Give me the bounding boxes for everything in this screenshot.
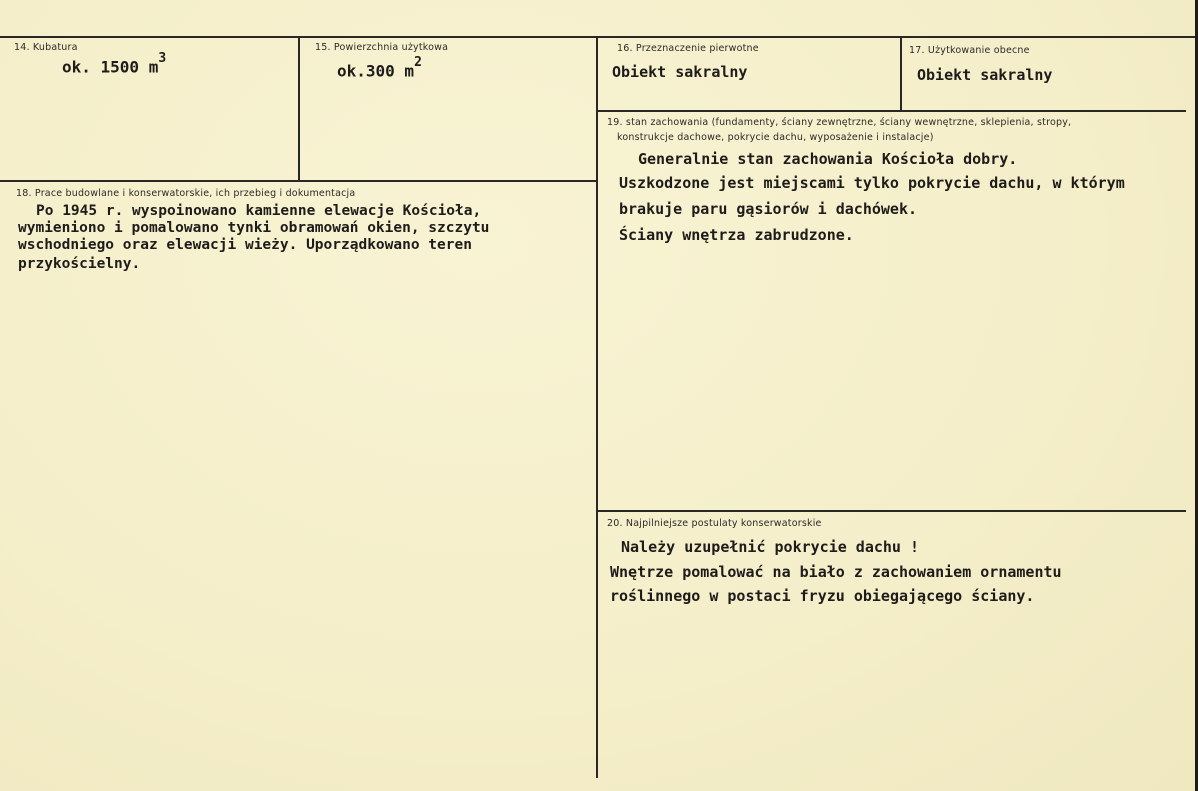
field-15-value	[337, 55, 422, 81]
field-20-line-1: Należy uzupełnić pokrycie dachu !	[621, 538, 920, 556]
divider-14-15	[298, 37, 300, 181]
field-15-exponent: 2	[414, 55, 422, 70]
field-17-label: 17. Użytkowanie obecne	[909, 45, 1030, 56]
field-19-label-line-2: konstrukcje dachowe, pokrycie dachu, wyposażenie i instalacje)	[617, 132, 934, 143]
rule-under-14-15	[0, 180, 598, 182]
field-14-exponent: 3	[158, 51, 167, 66]
field-14-label: 14. Kubatura	[14, 42, 78, 53]
field-15-label: 15. Powierzchnia użytkowa	[315, 42, 449, 53]
field-14-value	[62, 51, 167, 77]
field-17-value: Obiekt sakralny	[917, 66, 1053, 84]
rule-under-16-17	[598, 110, 1186, 112]
field-19-line-4: Ściany wnętrza zabrudzone.	[619, 226, 854, 244]
field-18-label: 18. Prace budowlane i konserwatorskie, ich przebieg i dokumentacja	[16, 188, 356, 199]
field-14-value-text: ok. 1500 m	[62, 57, 159, 77]
field-18-line-3: wschodniego oraz elewacji wieży. Uporządkowano teren	[18, 237, 472, 253]
field-19-line-1: Generalnie stan zachowania Kościoła dobry.	[638, 150, 1018, 168]
field-20-label: 20. Najpilniejsze postulaty konserwatorskie	[607, 518, 822, 529]
rule-under-19	[598, 510, 1186, 512]
field-19-label-line-1: 19. stan zachowania (fundamenty, ściany zewnętrzne, ściany wewnętrzne, sklepienia, stropy,	[607, 117, 1072, 128]
divider-15-16	[596, 37, 598, 778]
field-20-line-3: roślinnego w postaci fryzu obiegającego ściany.	[610, 587, 1035, 605]
field-16-value: Obiekt sakralny	[612, 63, 748, 81]
field-19-line-3: brakuje paru gąsiorów i dachówek.	[619, 200, 918, 218]
field-18-line-4: przykościelny.	[18, 256, 141, 272]
field-16-label: 16. Przeznaczenie pierwotne	[617, 43, 759, 54]
field-18-line-1: Po 1945 r. wyspoinowano kamienne elewacje Kościoła,	[36, 203, 482, 219]
field-18-line-2: wymieniono i pomalowano tynki obramowań okien, szczytu	[18, 220, 490, 236]
field-19-line-2: Uszkodzone jest miejscami tylko pokrycie dachu, w którym	[619, 174, 1125, 192]
field-15-value-text: ok.300 m	[337, 61, 415, 81]
divider-16-17	[900, 37, 902, 111]
field-20-line-2: Wnętrze pomalować na biało z zachowaniem ornamentu	[610, 563, 1062, 581]
